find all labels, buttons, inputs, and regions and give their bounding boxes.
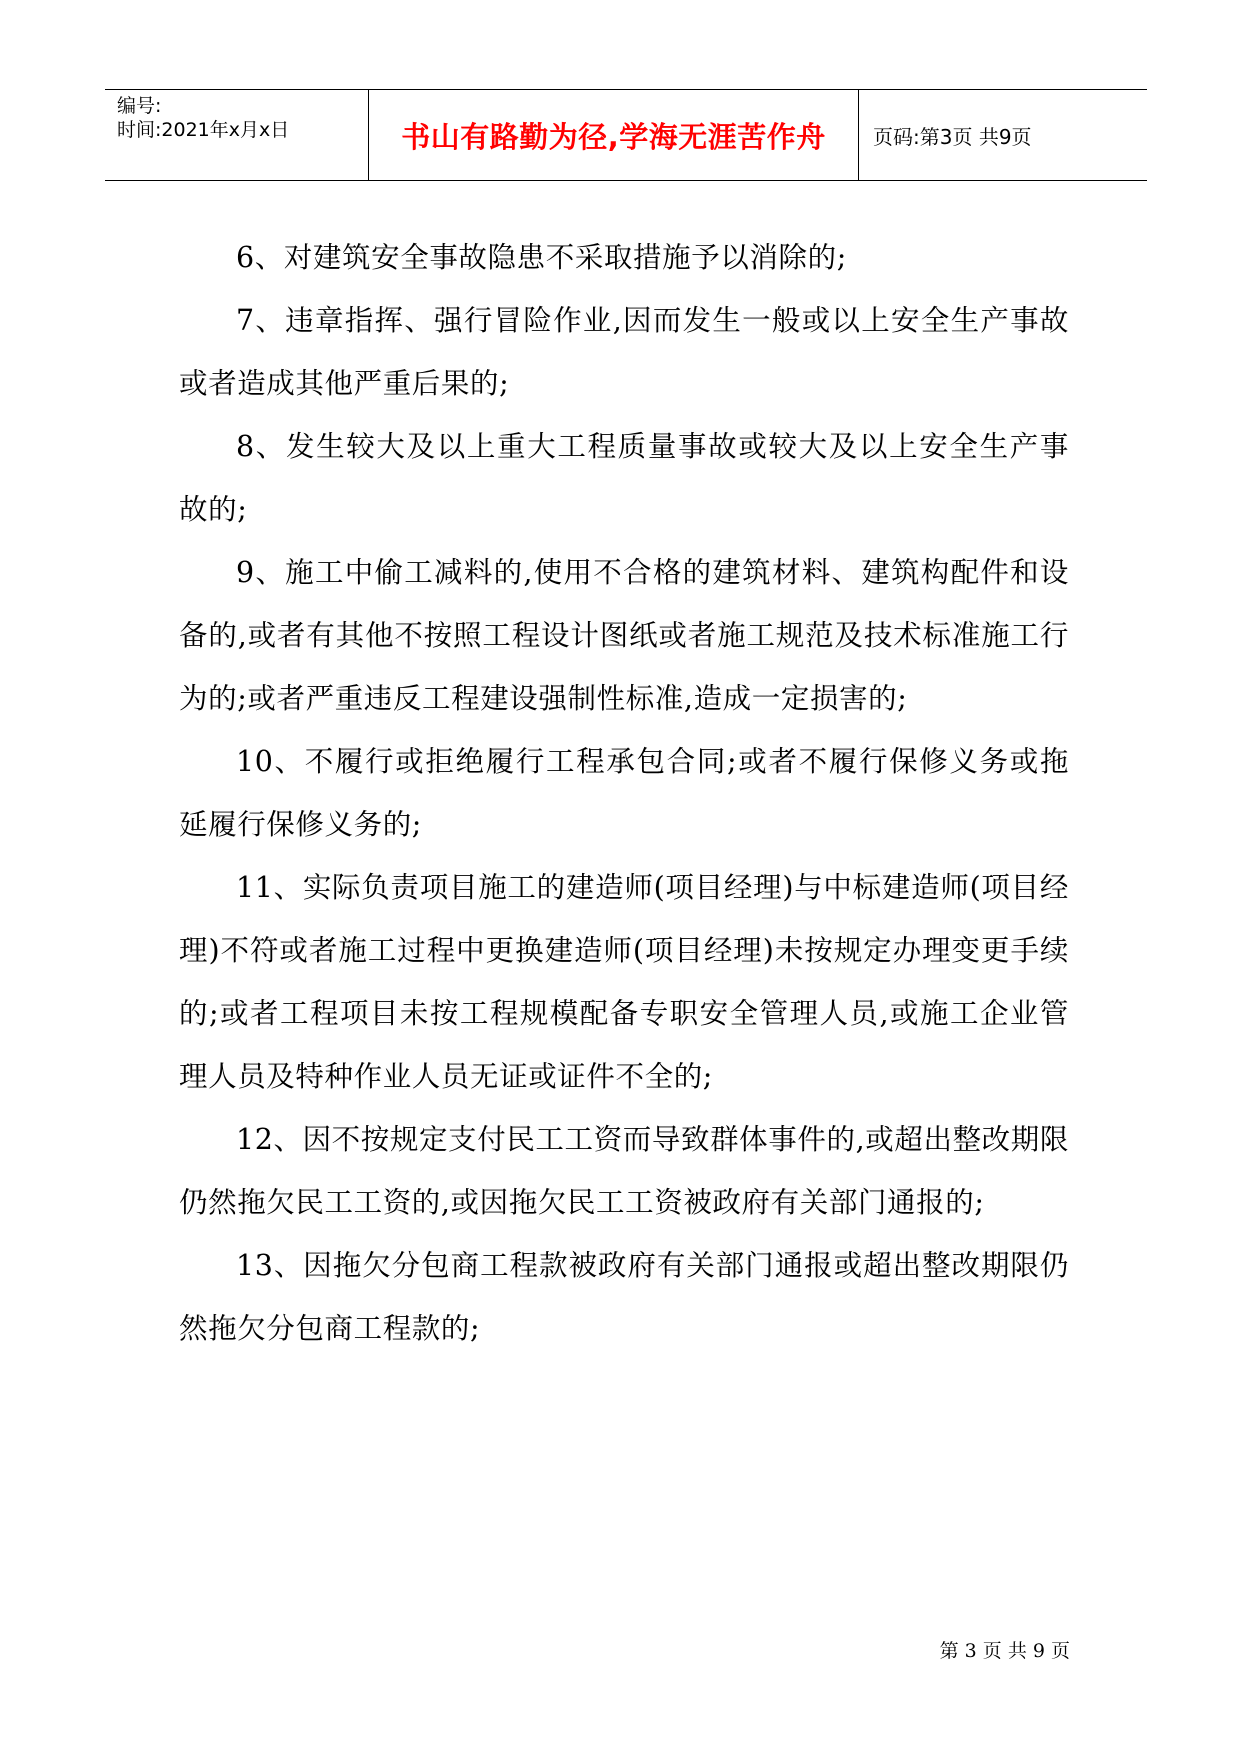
clause-12: 12、因不按规定支付民工工资而导致群体事件的,或超出整改期限仍然拖欠民工工资的,或因拖欠民工工资被政府有关部门通报的; (179, 1123, 1069, 1219)
motto-text: 书山有路勤为径,学海无涯苦作舟 (401, 119, 826, 154)
header-page-cell (859, 90, 1147, 180)
clause-6: 6、对建筑安全事故隐患不采取措施予以消除的; (236, 241, 847, 274)
document-body (179, 226, 1069, 1360)
clause-7: 7、违章指挥、强行冒险作业,因而发生一般或以上安全生产事故或者造成其他严重后果的; (179, 304, 1069, 400)
page-footer: 第 3 页 共 9 页 (939, 1640, 1070, 1662)
clause-9: 9、施工中偷工减料的,使用不合格的建筑材料、建筑构配件和设备的,或者有其他不按照工程设计图纸或者施工规范及技术标准施工行为的;或者严重违反工程建设强制性标准,造成一定损害的; (179, 556, 1069, 715)
clause-10: 10、不履行或拒绝履行工程承包合同;或者不履行保修义务或拖延履行保修义务的; (179, 745, 1069, 841)
header-motto-cell (369, 90, 859, 180)
serial-label: 编号: (117, 95, 162, 117)
page-label: 页码:第3页 共9页 (873, 124, 1032, 149)
clause-8: 8、发生较大及以上重大工程质量事故或较大及以上安全生产事故的; (179, 430, 1069, 526)
header-meta (105, 90, 369, 180)
clause-13: 13、因拖欠分包商工程款被政府有关部门通报或超出整改期限仍然拖欠分包商工程款的; (179, 1249, 1069, 1345)
time-label: 时间:2021年x月x日 (117, 119, 290, 141)
clause-11: 11、实际负责项目施工的建造师(项目经理)与中标建造师(项目经理)不符或者施工过程中更换建造师(项目经理)未按规定办理变更手续的;或者工程项目未按工程规模配备专职安全管理人员,或施工企业管理人员及特种作业人员无证或证件不全的; (179, 871, 1069, 1093)
page-header (105, 89, 1147, 181)
